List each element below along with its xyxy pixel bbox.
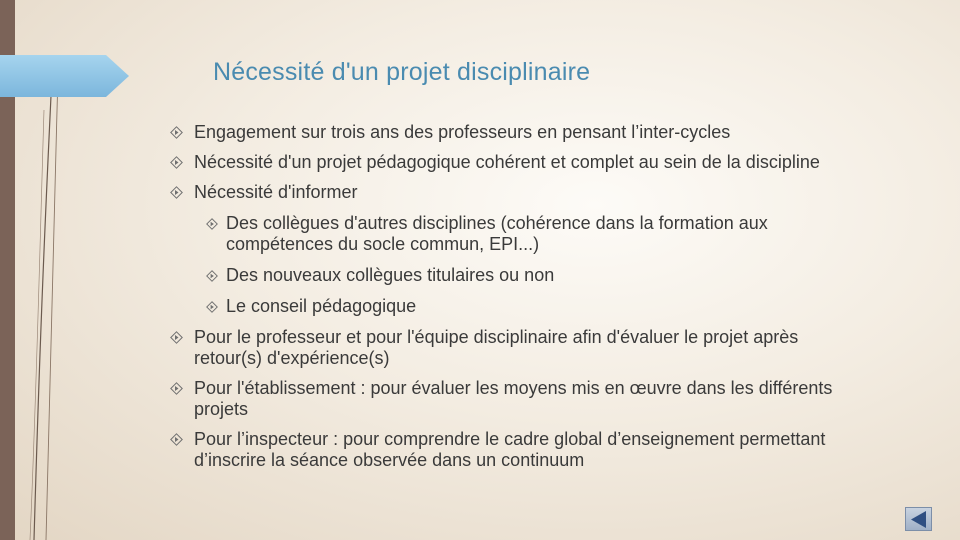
previous-slide-button[interactable] (905, 507, 932, 531)
diamond-arrow-icon (170, 156, 183, 169)
diamond-arrow-icon (206, 270, 218, 282)
bullet-item (170, 327, 870, 369)
bullet-item (170, 122, 870, 143)
bullet-item (170, 378, 870, 420)
bullet-item (170, 429, 870, 471)
sub-bullet-item (202, 265, 870, 286)
diamond-arrow-icon (170, 433, 183, 446)
diamond-arrow-icon (170, 382, 183, 395)
sub-bullet-item (202, 213, 870, 255)
title-arrow-shape (0, 55, 130, 97)
bullet-text: Engagement sur trois ans des professeurs en pensant l’inter-cycles (194, 122, 731, 142)
bullet-item (170, 152, 870, 173)
sub-bullet-item (202, 296, 870, 317)
diamond-arrow-icon (170, 331, 183, 344)
bullet-text: Des collègues d'autres disciplines (cohérence dans la formation aux compétences du socle commun, EPI...) (226, 213, 768, 254)
bullet-text: Pour l'établissement : pour évaluer les moyens mis en œuvre dans les différents projets (194, 378, 833, 419)
bullet-text: Pour le professeur et pour l'équipe disciplinaire afin d'évaluer le projet après retour(s) d'expérience(s) (194, 327, 799, 368)
diamond-arrow-icon (206, 218, 218, 230)
bullet-text: Nécessité d'informer (194, 182, 358, 202)
bullet-text: Nécessité d'un projet pédagogique cohérent et complet au sein de la discipline (194, 152, 820, 172)
previous-slide-icon (909, 510, 929, 529)
diamond-arrow-icon (206, 301, 218, 313)
bullet-item (170, 182, 870, 203)
diamond-arrow-icon (170, 126, 183, 139)
slide-title: Nécessité d'un projet disciplinaire (213, 58, 591, 86)
bullet-text: Pour l’inspecteur : pour comprendre le cadre global d’enseignement permettant d’inscrire la séance observée dans un continuum (194, 429, 826, 470)
diamond-arrow-icon (170, 186, 183, 199)
bullet-text: Le conseil pédagogique (226, 296, 417, 316)
bullet-list (170, 122, 870, 471)
bullet-text: Des nouveaux collègues titulaires ou non (226, 265, 555, 285)
